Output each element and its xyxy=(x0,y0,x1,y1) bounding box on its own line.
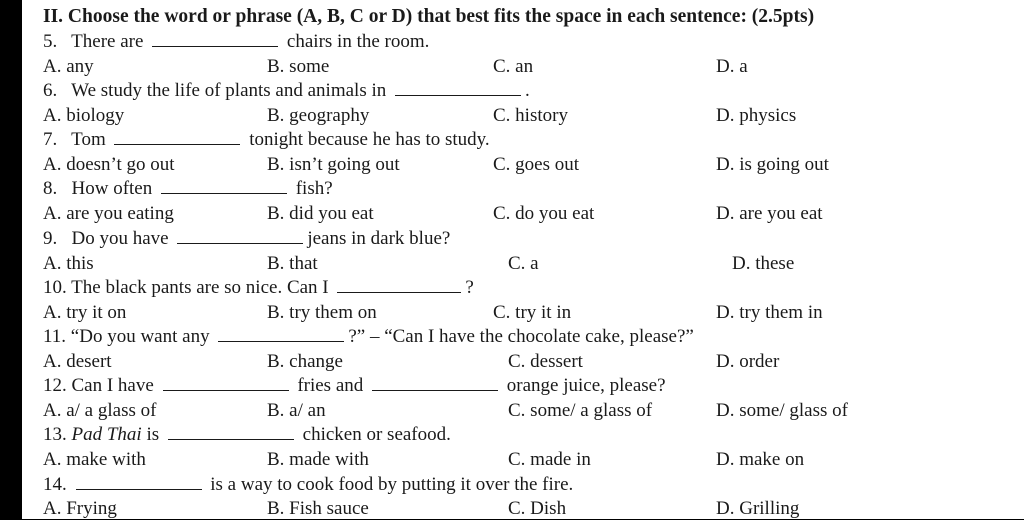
question-9 xyxy=(43,228,450,250)
option-d: D. physics xyxy=(716,105,797,126)
question-text: jeans in dark blue? xyxy=(307,228,451,249)
question-number: 6. xyxy=(43,80,58,101)
question-text: orange juice, please? xyxy=(506,375,666,396)
question-number: 12. xyxy=(43,375,67,396)
option-b: B. try them on xyxy=(267,302,377,323)
answer-blank xyxy=(161,178,287,194)
option-b: B. change xyxy=(267,351,343,372)
question-11 xyxy=(43,326,694,348)
option-a: A. this xyxy=(43,253,94,274)
option-d: D. some/ glass of xyxy=(716,400,848,421)
option-b: B. did you eat xyxy=(267,203,374,224)
question-5 xyxy=(43,31,429,53)
question-13 xyxy=(43,424,451,446)
question-14 xyxy=(43,474,573,496)
question-text: . xyxy=(525,80,530,101)
question-text: Can I have xyxy=(71,375,154,396)
option-a: A. any xyxy=(43,56,94,77)
question-number: 9. xyxy=(43,228,58,249)
dish-name: Pad Thai xyxy=(71,424,142,445)
question-6 xyxy=(43,80,530,102)
option-a: A. try it on xyxy=(43,302,127,323)
option-c: C. some/ a glass of xyxy=(508,400,653,421)
question-text: How often xyxy=(71,178,153,199)
question-text: The black pants are so nice. Can I xyxy=(71,277,329,298)
question-text: fish? xyxy=(295,178,333,199)
question-number: 13. xyxy=(43,424,67,445)
option-b: B. made with xyxy=(267,449,369,470)
question-10 xyxy=(43,277,474,299)
option-a: A. doesn’t go out xyxy=(43,154,175,175)
question-text: “Do you want any xyxy=(70,326,210,347)
answer-blank xyxy=(76,474,202,490)
question-text: We study the life of plants and animals in xyxy=(71,80,387,101)
option-a: A. biology xyxy=(43,105,125,126)
option-b: B. a/ an xyxy=(267,400,326,421)
option-d: D. these xyxy=(732,253,795,274)
option-d: D. make on xyxy=(716,449,805,470)
option-d: D. order xyxy=(716,351,780,372)
option-a: A. Frying xyxy=(43,498,117,519)
section-heading: II. Choose the word or phrase (A, B, C or D) that best fits the space in each sentence: (2.5pts) xyxy=(43,6,815,27)
answer-blank xyxy=(177,228,303,244)
option-c: C. history xyxy=(493,105,568,126)
question-7 xyxy=(43,129,490,151)
option-b: B. isn’t going out xyxy=(267,154,400,175)
question-number: 11. xyxy=(43,326,67,347)
option-b: B. geography xyxy=(267,105,370,126)
option-c: C. dessert xyxy=(508,351,583,372)
answer-blank xyxy=(395,80,521,96)
question-text: is xyxy=(146,424,160,445)
option-a: A. a/ a glass of xyxy=(43,400,157,421)
question-number: 5. xyxy=(43,31,58,52)
answer-blank xyxy=(152,31,278,47)
question-text: chicken or seafood. xyxy=(302,424,451,445)
option-c: C. a xyxy=(508,253,539,274)
question-12 xyxy=(43,375,666,397)
answer-blank xyxy=(218,326,344,342)
worksheet-page xyxy=(22,0,1024,519)
question-8 xyxy=(43,178,333,200)
option-d: D. are you eat xyxy=(716,203,823,224)
question-number: 10. xyxy=(43,277,67,298)
option-d: D. try them in xyxy=(716,302,823,323)
option-d: D. a xyxy=(716,56,748,77)
answer-blank xyxy=(337,277,461,293)
question-text: tonight because he has to study. xyxy=(249,129,490,150)
answer-blank xyxy=(372,375,498,391)
question-text: fries and xyxy=(297,375,364,396)
question-text: Tom xyxy=(71,129,106,150)
option-a: A. make with xyxy=(43,449,146,470)
option-a: A. are you eating xyxy=(43,203,174,224)
option-c: C. Dish xyxy=(508,498,567,519)
question-text: Do you have xyxy=(71,228,169,249)
answer-blank xyxy=(163,375,289,391)
option-c: C. try it in xyxy=(493,302,572,323)
question-number: 7. xyxy=(43,129,58,150)
option-b: B. that xyxy=(267,253,318,274)
option-c: C. an xyxy=(493,56,534,77)
question-text: chairs in the room. xyxy=(286,31,430,52)
option-c: C. made in xyxy=(508,449,591,470)
option-a: A. desert xyxy=(43,351,112,372)
answer-blank xyxy=(114,129,240,145)
option-b: B. some xyxy=(267,56,330,77)
option-c: C. do you eat xyxy=(493,203,595,224)
answer-blank xyxy=(168,424,294,440)
question-number: 14. xyxy=(43,474,67,495)
question-number: 8. xyxy=(43,178,58,199)
question-text: There are xyxy=(71,31,144,52)
question-text: ?” – “Can I have the chocolate cake, please?” xyxy=(348,326,694,347)
option-c: C. goes out xyxy=(493,154,580,175)
question-text: ? xyxy=(465,277,474,298)
option-d: D. is going out xyxy=(716,154,829,175)
option-b: B. Fish sauce xyxy=(267,498,369,519)
question-text: is a way to cook food by putting it over the fire. xyxy=(210,474,574,495)
option-d: D. Grilling xyxy=(716,498,800,519)
